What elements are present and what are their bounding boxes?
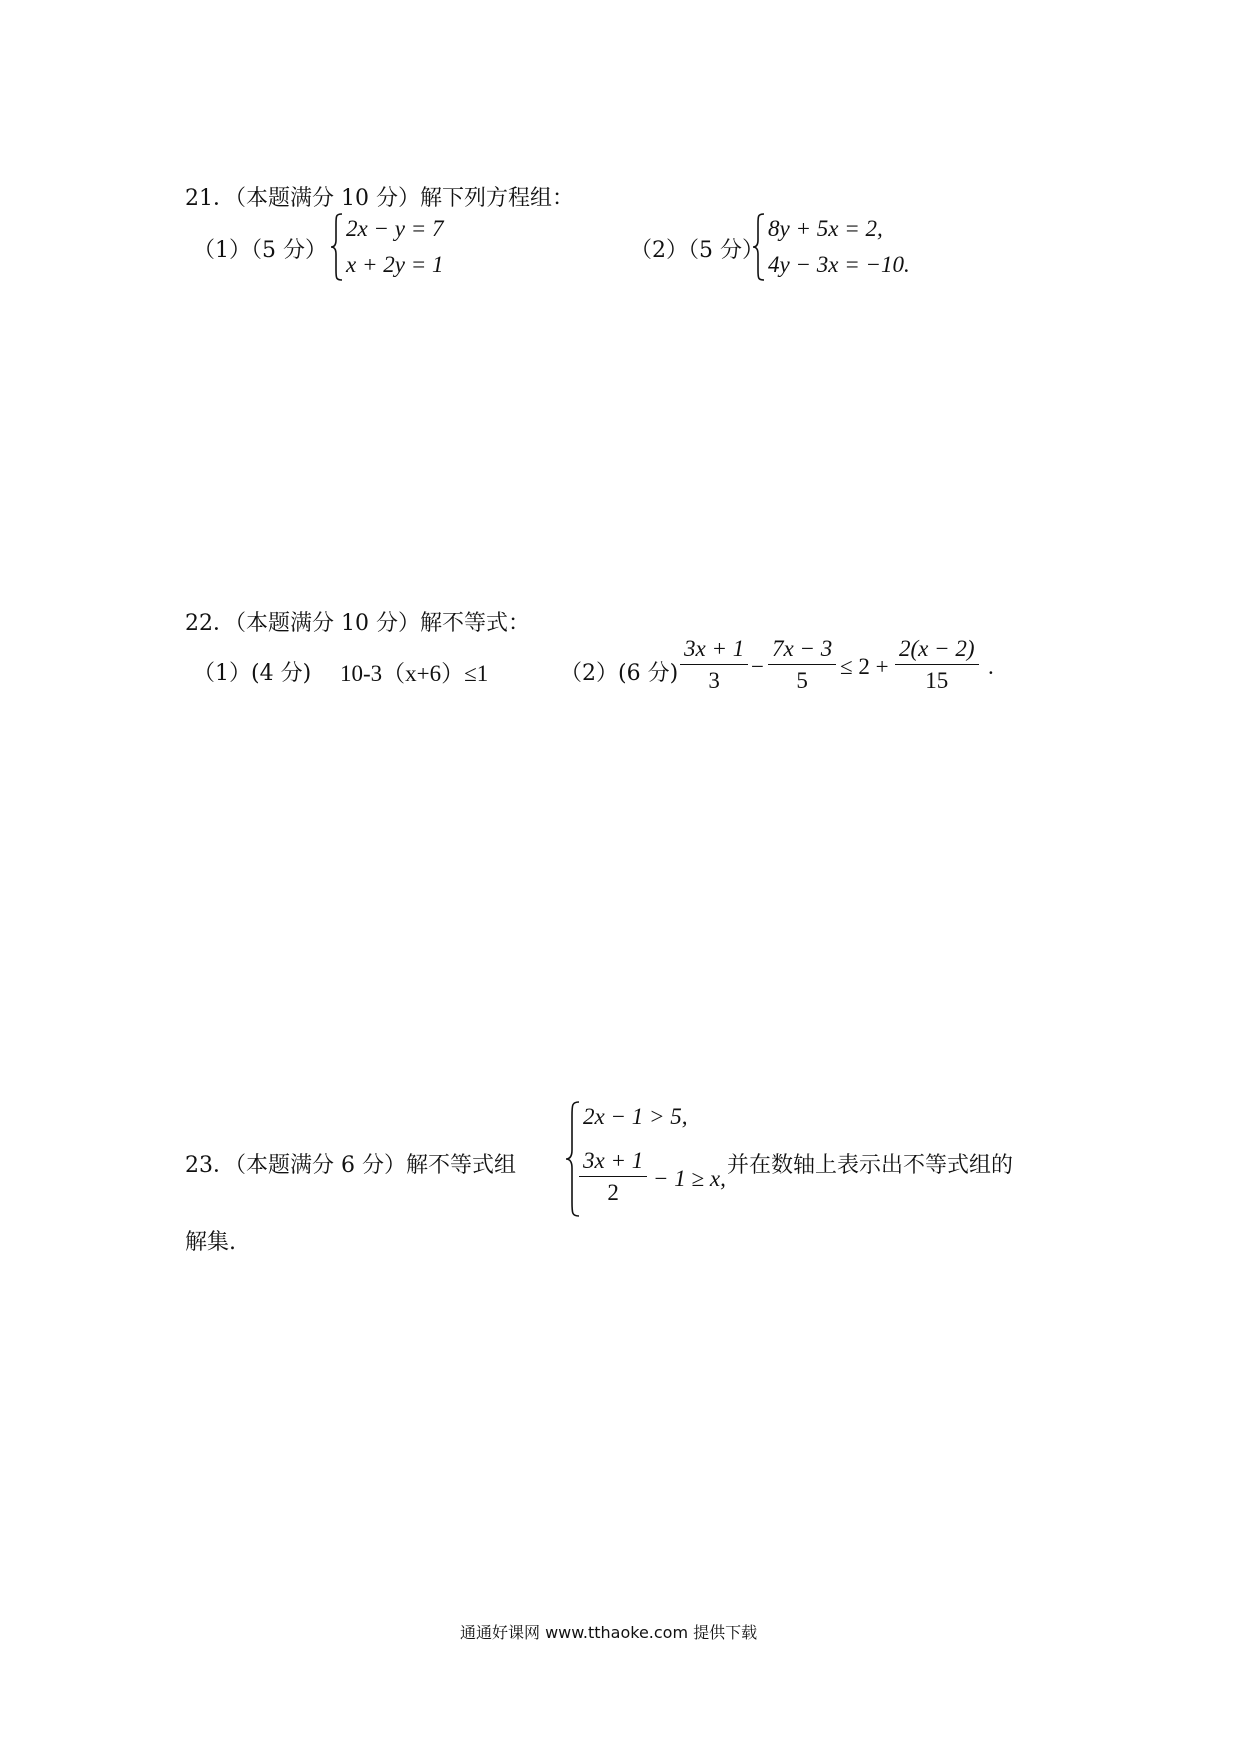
q23-system <box>565 1100 735 1220</box>
q23-ineq2-tail: − 1 ≥ x, <box>653 1166 726 1191</box>
fraction-denominator: 2 <box>607 1180 619 1205</box>
q22-minus: − <box>751 654 764 679</box>
fraction-numerator: 3x + 1 <box>680 636 748 665</box>
q22-part1-label: （1）(4 分) <box>193 661 312 686</box>
q22-relation: ≤ 2 + <box>840 654 889 679</box>
fraction-denominator: 15 <box>925 668 949 693</box>
q22-end-period: . <box>988 654 994 679</box>
fraction-denominator: 3 <box>708 668 720 693</box>
q21-p1-eq2: x + 2y = 1 <box>346 252 444 277</box>
fraction-numerator: 3x + 1 <box>579 1148 647 1177</box>
q21-part2-system <box>752 212 952 282</box>
q21-header: 21．（本题满分 10 分）解下列方程组： <box>185 186 574 211</box>
q21-p2-eq2: 4y − 3x = −10. <box>768 252 910 277</box>
fraction-numerator: 7x − 3 <box>768 636 836 665</box>
q21-part1-label: （1）（5 分） <box>193 238 327 263</box>
q21-part2-label: （2）（5 分） <box>630 238 764 263</box>
q23-ineq1: 2x − 1 > 5, <box>583 1104 688 1129</box>
q22-fraction-2 <box>768 636 836 694</box>
q21-p2-eq1: 8y + 5x = 2, <box>768 216 883 241</box>
q22-fraction-3 <box>895 636 979 694</box>
footer-source: 通通好课网 www.tthaoke.com 提供下载 <box>460 1623 758 1642</box>
q23-fraction <box>579 1148 647 1206</box>
fraction-numerator: 2(x − 2) <box>895 636 979 665</box>
left-brace-icon <box>330 212 344 282</box>
q22-part2-label: （2）(6 分) <box>560 661 679 686</box>
q21-part1-system <box>330 212 490 282</box>
q21-p1-eq1: 2x − y = 7 <box>346 216 444 241</box>
fraction-denominator: 5 <box>796 668 808 693</box>
q23-header: 23．（本题满分 6 分）解不等式组 <box>185 1153 516 1178</box>
q23-line2: 解集. <box>185 1230 236 1255</box>
q23-after-text: 并在数轴上表示出不等式组的 <box>727 1153 1014 1178</box>
q22-fraction-1 <box>680 636 748 694</box>
q22-part1-expr: 10-3（x+6）≤1 <box>340 661 489 686</box>
left-brace-icon <box>752 212 766 282</box>
q22-header: 22．（本题满分 10 分）解不等式： <box>185 611 530 636</box>
